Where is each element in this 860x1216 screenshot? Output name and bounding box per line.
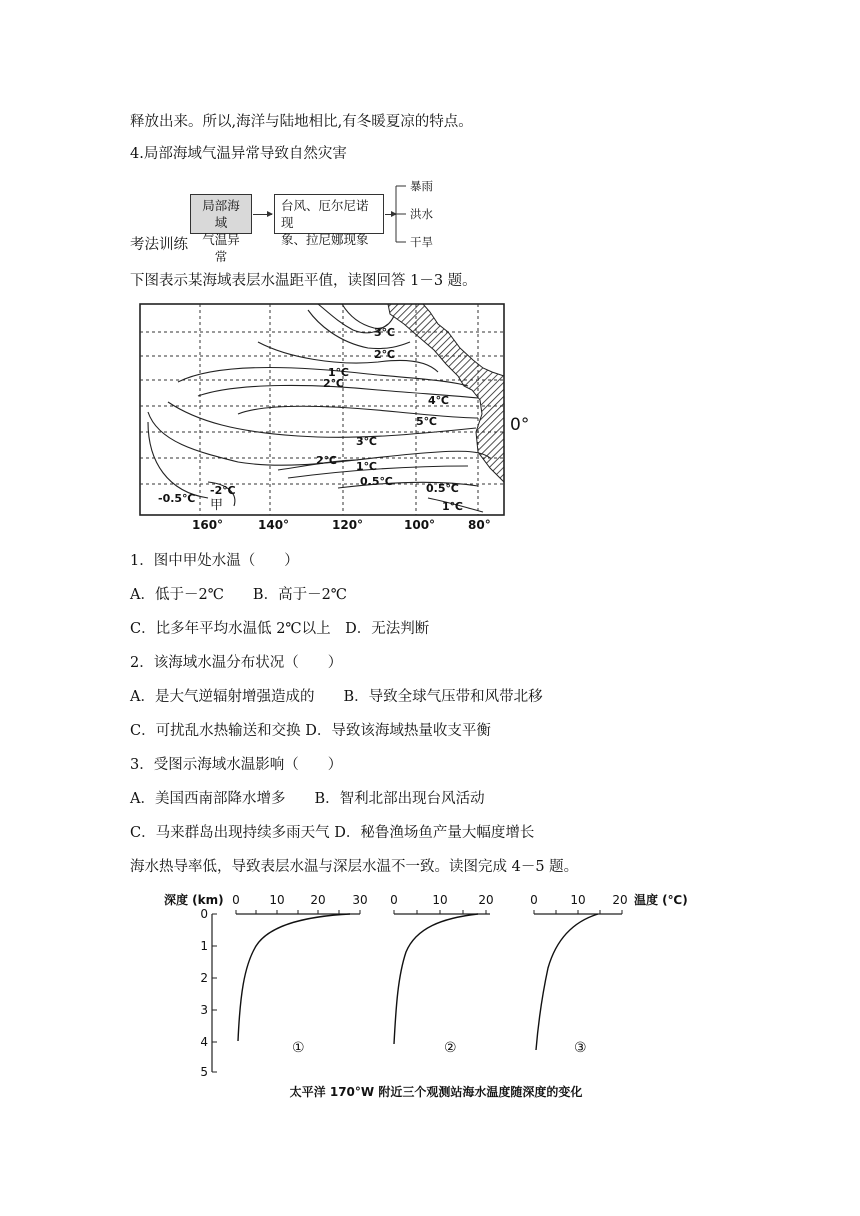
profile-curve-2	[394, 914, 478, 1044]
contour-label: 0.5℃	[426, 482, 459, 495]
station-label-1: ①	[292, 1040, 305, 1056]
depth-axis	[200, 907, 217, 1079]
flow-bracket	[394, 178, 408, 252]
intro-q4-5: 海水热导率低，导致表层水温与深层水温不一致。读图完成 4－5 题。	[130, 859, 579, 875]
temp-tick: 10	[570, 893, 586, 907]
temp-tick: 0	[232, 893, 240, 907]
longitude-label: 100°	[404, 518, 436, 532]
depth-axis-label: 深度 (km)	[164, 893, 224, 907]
contour-label: 2℃	[323, 377, 344, 390]
temp-tick: 10	[269, 893, 285, 907]
flow-outcome-drought: 干旱	[410, 235, 433, 249]
depth-tick: 4	[200, 1035, 208, 1049]
question-1-options-line2: C．比多年平均水温低 2℃以上 D．无法判断	[130, 621, 430, 637]
contour-label: -0.5℃	[158, 492, 196, 505]
contour-label: 1℃	[442, 500, 463, 513]
contour-label: 0.5℃	[360, 475, 393, 488]
contour-label: -2℃	[210, 484, 236, 497]
temp-tick: 20	[478, 893, 494, 907]
profile-panel-2	[390, 893, 493, 1056]
profile-curve-3	[536, 914, 598, 1050]
flow-diagram	[186, 178, 456, 264]
depth-tick: 5	[200, 1065, 208, 1079]
question-2-options-line1: A．是大气逆辐射增强造成的 B．导致全球气压带和风带北移	[130, 689, 543, 705]
question-2-stem: 2．该海域水温分布状况（ ）	[130, 655, 343, 671]
depth-tick: 0	[200, 907, 208, 921]
flow-box-cause	[190, 194, 252, 264]
profile-panel-1	[232, 893, 367, 1056]
flow-box-phenomena	[274, 194, 384, 247]
heading-4: 4.局部海域气温异常导致自然灾害	[130, 146, 347, 162]
flow-arrow-1	[253, 214, 272, 215]
temp-tick: 0	[390, 893, 398, 907]
temp-tick: 10	[432, 893, 448, 907]
temp-tick: 30	[352, 893, 368, 907]
contour-label: 1℃	[328, 366, 349, 379]
sst-anomaly-map	[138, 302, 538, 532]
contour-label: 4℃	[428, 394, 449, 407]
contour-label: 3℃	[356, 435, 377, 448]
question-3-options-line2: C．马来群岛出现持续多雨天气 D．秘鲁渔场鱼产量大幅度增长	[130, 825, 535, 841]
flow-box-cause-line2: 气温异常	[202, 232, 240, 264]
temp-tick: 20	[612, 893, 628, 907]
section-title: 考法训练	[130, 237, 188, 253]
profile-panel-3	[530, 893, 627, 1056]
contour-label: 5℃	[416, 415, 437, 428]
jia-marker: 甲	[210, 498, 224, 513]
longitude-label: 140°	[258, 518, 290, 532]
flow-box-phenomena-line2: 象、拉尼娜现象	[281, 232, 369, 247]
question-3-options-line1: A．美国西南部降水增多 B．智利北部出现台风活动	[130, 791, 485, 807]
flow-outcome-rainstorm: 暴雨	[410, 179, 433, 193]
depth-tick: 1	[200, 939, 208, 953]
depth-tick: 2	[200, 971, 208, 985]
longitude-label: 160°	[192, 518, 224, 532]
equator-label: 0°	[510, 415, 530, 435]
question-1-options-line1: A．低于－2℃ B．高于－2℃	[130, 587, 348, 603]
flow-outcome-flood: 洪水	[410, 207, 433, 221]
contour-label: 2℃	[316, 454, 337, 467]
depth-tick: 3	[200, 1003, 208, 1017]
temp-tick: 20	[310, 893, 326, 907]
contour-label: 1℃	[356, 460, 377, 473]
station-label-2: ②	[444, 1040, 457, 1056]
figure-caption: 太平洋 170°W 附近三个观测站海水温度随深度的变化	[289, 1085, 583, 1099]
temp-tick: 0	[530, 893, 538, 907]
profile-curve-1	[238, 914, 350, 1041]
contour-label: 3℃	[374, 326, 395, 339]
paragraph-continuation: 释放出来。所以,海洋与陆地相比,有冬暖夏凉的特点。	[130, 114, 473, 130]
temperature-axis-label: 温度 (℃)	[634, 893, 688, 907]
question-1-stem: 1．图中甲处水温（ ）	[130, 553, 299, 569]
temperature-depth-profiles	[160, 886, 720, 1106]
question-2-options-line2: C．可扰乱水热输送和交换 D．导致该海域热量收支平衡	[130, 723, 491, 739]
station-label-3: ③	[574, 1040, 587, 1056]
longitude-label: 120°	[332, 518, 364, 532]
question-3-stem: 3．受图示海域水温影响（ ）	[130, 757, 343, 773]
contour-label: 2℃	[374, 348, 395, 361]
intro-q1-3: 下图表示某海域表层水温距平值，读图回答 1－3 题。	[130, 273, 477, 289]
longitude-label: 80°	[468, 518, 491, 532]
flow-box-phenomena-line1: 台风、厄尔尼诺现	[281, 198, 369, 230]
longitude-labels	[192, 518, 491, 532]
flow-box-cause-line1: 局部海域	[202, 198, 240, 230]
